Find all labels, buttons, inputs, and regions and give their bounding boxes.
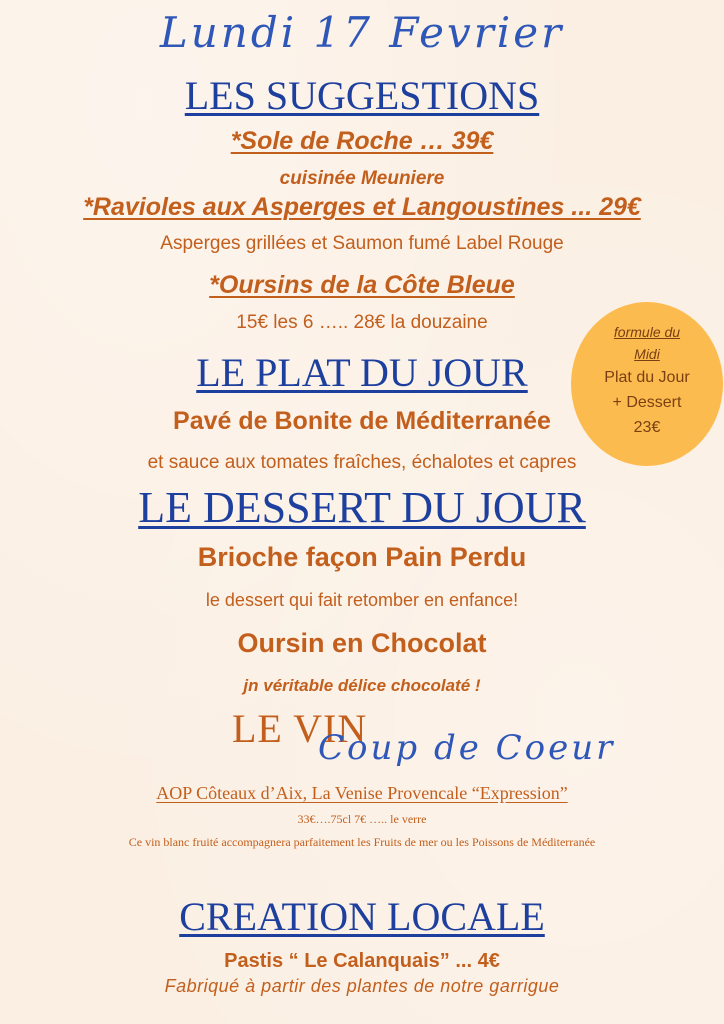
suggestion-item-detail: Asperges grillées et Saumon fumé Label Rouge	[160, 233, 564, 254]
creation-item-name: Pastis “ Le Calanquais” ... 4€	[224, 950, 500, 972]
formule-line: Plat du Jour	[604, 369, 690, 386]
dessert-item-detail: jn véritable délice chocolaté !	[243, 676, 481, 695]
dessert-item-name: Brioche façon Pain Perdu	[197, 542, 527, 572]
suggestion-item-detail: cuisinée Meuniere	[279, 168, 445, 189]
suggestions-title: LES SUGGESTIONS	[184, 73, 540, 118]
plat-detail: et sauce aux tomates fraîches, échalotes et capres	[147, 452, 577, 473]
suggestion-item-detail: 15€ les 6 ….. 28€ la douzaine	[236, 312, 488, 333]
formule-line: Midi	[634, 346, 660, 362]
vin-name: AOP Côteaux d’Aix, La Venise Provencale “Expression”	[156, 783, 568, 803]
formule-price: 23€	[633, 419, 661, 436]
plat-name: Pavé de Bonite de Méditerranée	[173, 407, 551, 435]
vin-title: LE VIN	[232, 706, 368, 751]
vin-price: 33€….75cl 7€ ….. le verre	[297, 812, 427, 826]
suggestion-item-name: *Oursins de la Côte Bleue	[209, 271, 515, 299]
vin-subtitle: Coup de Coeur	[318, 728, 616, 768]
vin-description: Ce vin blanc fruité accompagnera parfaitement les Fruits de mer ou les Poissons de Méditerranée	[128, 835, 596, 849]
formule-line: + Dessert	[612, 394, 682, 411]
menu-date: Lundi 17 Fevrier	[159, 8, 565, 57]
dessert-item-name: Oursin en Chocolat	[237, 628, 487, 658]
creation-title: CREATION LOCALE	[179, 894, 545, 939]
plat-title: LE PLAT DU JOUR	[196, 350, 528, 395]
suggestion-item-name: *Sole de Roche … 39€	[230, 127, 494, 155]
dessert-title: LE DESSERT DU JOUR	[138, 483, 586, 532]
creation-item-detail: Fabriqué à partir des plantes de notre garrigue	[164, 976, 560, 996]
suggestion-item-name: *Ravioles aux Asperges et Langoustines ... 29€	[83, 193, 641, 221]
dessert-item-detail: le dessert qui fait retomber en enfance!	[205, 590, 519, 610]
formule-line: formule du	[613, 324, 681, 340]
